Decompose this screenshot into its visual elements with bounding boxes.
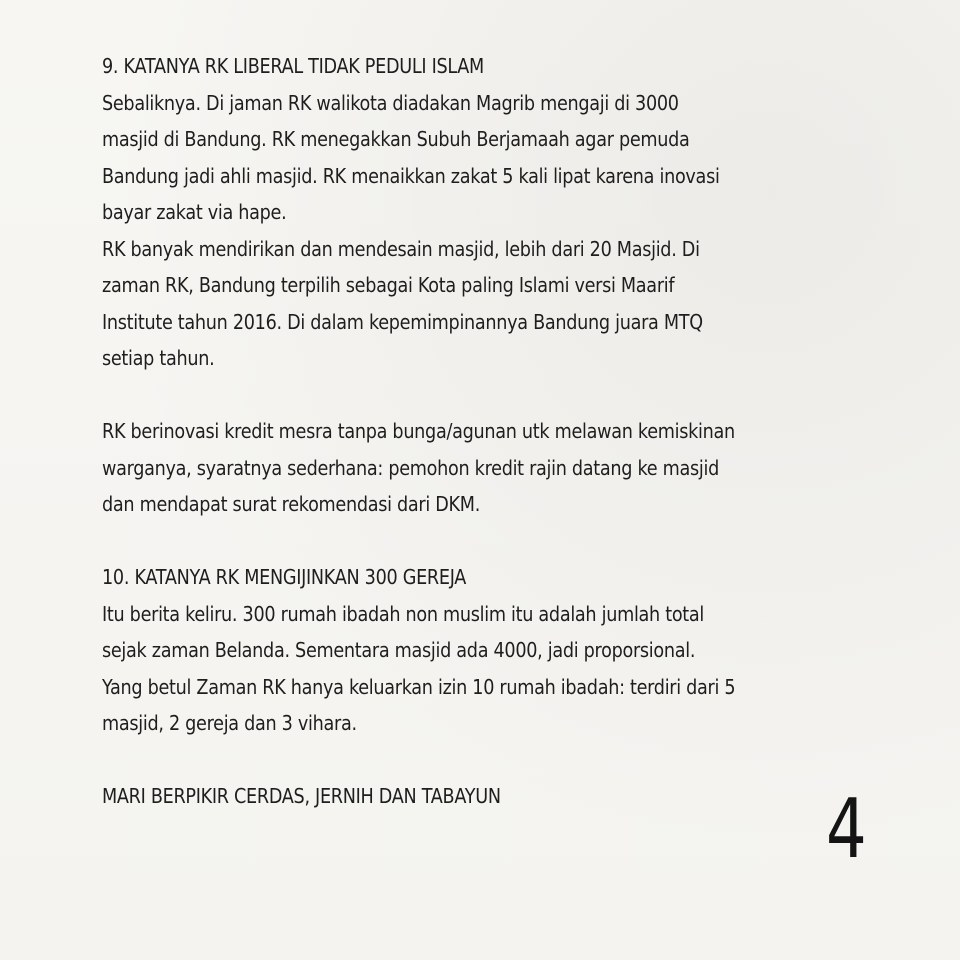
section-10-line: sejak zaman Belanda. Sementara masjid ada 4000, jadi proporsional. bbox=[102, 638, 696, 662]
section-9-line: Institute tahun 2016. Di dalam kepemimpinannya Bandung juara MTQ bbox=[102, 309, 703, 334]
closing-statement: MARI BERPIKIR CERDAS, JERNIH DAN TABAYUN bbox=[102, 784, 501, 808]
credit-paragraph-line: dan mendapat surat rekomendasi dari DKM. bbox=[102, 492, 481, 516]
section-10-line: masjid, 2 gereja dan 3 vihara. bbox=[102, 711, 357, 735]
paragraph-spacer bbox=[102, 377, 773, 414]
section-9-line: bayar zakat via hape. bbox=[102, 200, 287, 224]
section-9-line: setiap tahun. bbox=[102, 346, 215, 370]
section-10-line: Yang betul Zaman RK hanya keluarkan izin 10 rumah ibadah: terdiri dari 5 bbox=[102, 674, 736, 699]
section-9-line: masjid di Bandung. RK menegakkan Subuh Berjamaah agar pemuda bbox=[102, 127, 690, 151]
section-9-line: RK banyak mendirikan dan mendesain masjid, lebih dari 20 Masjid. Di bbox=[102, 236, 700, 261]
section-10-heading: 10. KATANYA RK MENGIJINKAN 300 GEREJA bbox=[102, 565, 467, 589]
document-body bbox=[102, 48, 773, 815]
section-9-line: Sebaliknya. Di jaman RK walikota diadakan Magrib mengaji di 3000 bbox=[102, 90, 679, 115]
section-9-heading: 9. KATANYA RK LIBERAL TIDAK PEDULI ISLAM bbox=[102, 54, 484, 78]
paragraph-spacer bbox=[102, 523, 773, 560]
page-number: 4 bbox=[826, 782, 867, 877]
section-9-line: zaman RK, Bandung terpilih sebagai Kota paling Islami versi Maarif bbox=[102, 273, 675, 297]
section-9-line: Bandung jadi ahli masjid. RK menaikkan zakat 5 kali lipat karena inovasi bbox=[102, 163, 720, 188]
paragraph-spacer bbox=[102, 742, 773, 779]
credit-paragraph-line: RK berinovasi kredit mesra tanpa bunga/agunan utk melawan kemiskinan bbox=[102, 419, 735, 443]
section-10-line: Itu berita keliru. 300 rumah ibadah non muslim itu adalah jumlah total bbox=[102, 601, 705, 626]
credit-paragraph-line: warganya, syaratnya sederhana: pemohon kredit rajin datang ke masjid bbox=[102, 455, 719, 480]
